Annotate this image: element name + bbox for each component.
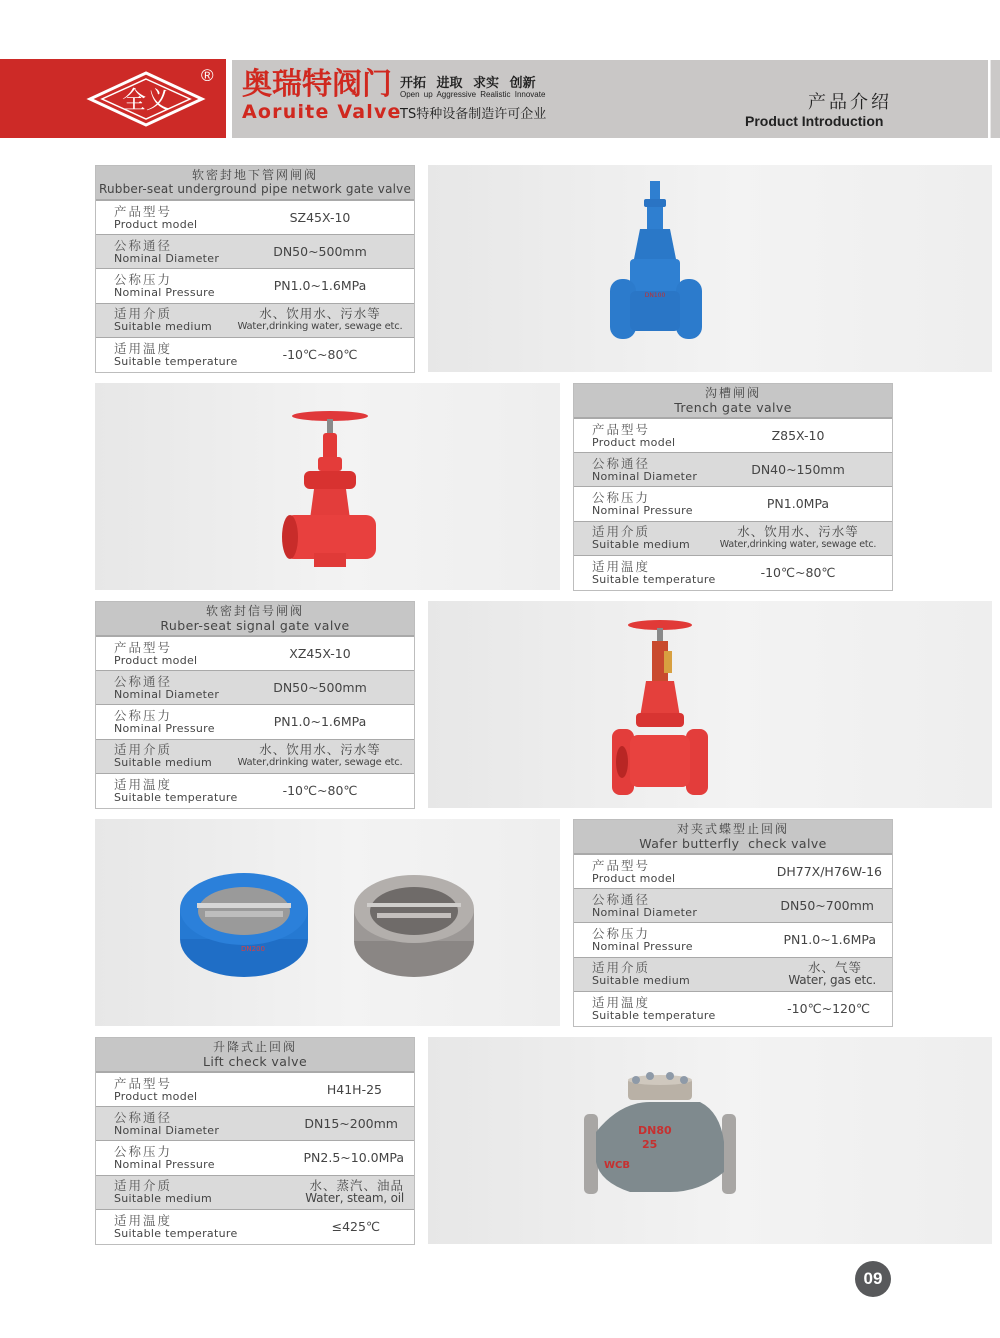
spec-row-temperature: 适用温度 Suitable temperature -10℃~80℃ xyxy=(114,340,358,368)
svg-text:DN100: DN100 xyxy=(644,292,666,299)
svg-text:DN80: DN80 xyxy=(638,1124,672,1137)
red-signal-gate-valve-icon xyxy=(610,617,710,797)
svg-text:全义: 全义 xyxy=(122,86,170,114)
page-number-badge: 09 xyxy=(855,1261,891,1297)
section-title-cn: 产品介绍 xyxy=(808,92,892,113)
product-image-lift-check-valve xyxy=(428,1037,992,1244)
license-text: TS特种设备制造许可企业 xyxy=(400,107,547,122)
spec-title: 对夹式蝶型止回阀 Wafer butterfly check valve xyxy=(574,820,892,855)
spec-row-diameter: 公称通径 Nominal Diameter DN15~200mm xyxy=(96,1107,414,1141)
slogan-en: Open up Aggressive Realistic Innovate xyxy=(400,90,546,99)
spec-row-model: 产品型号 Product model Z85X-10 xyxy=(574,419,892,453)
product-image-red-signal-gate-valve xyxy=(428,601,992,808)
spec-row-diameter: 公称通径 Nominal Diameter DN50~500mm xyxy=(96,235,414,269)
spec-title: 升降式止回阀 Lift check valve xyxy=(96,1038,414,1073)
spec-row-medium: 适用介质 Suitable medium 水、饮用水、污水等 Water,drinking water, sewage etc. xyxy=(574,522,892,556)
spec-row-pressure: 公称压力 Nominal Pressure PN1.0MPa xyxy=(574,487,892,521)
spec-row-diameter: 公称通径 Nominal Diameter DN40~150mm xyxy=(574,453,892,487)
lift-check-valve-icon xyxy=(580,1072,740,1222)
spec-title: 软密封地下管网闸阀 Rubber-seat underground pipe network gate valve xyxy=(96,166,414,201)
spec-row-medium: 适用介质 Suitable medium 水、气等 Water, gas etc. xyxy=(574,958,892,992)
blue-gate-valve-icon xyxy=(600,179,720,359)
header-edge-strip xyxy=(990,60,1000,138)
spec-row-diameter: 公称通径 Nominal Diameter DN50~700mm xyxy=(574,889,892,923)
spec-row-medium: 适用介质 Suitable medium 水、饮用水、污水等 Water,drinking water, sewage etc. xyxy=(96,304,414,338)
spec-row-temperature: 适用温度 Suitable temperature -10℃~80℃ xyxy=(592,558,836,586)
spec-row-pressure: 公称压力 Nominal Pressure PN1.0~1.6MPa xyxy=(574,923,892,957)
spec-row-temperature: 适用温度 Suitable temperature -10℃~120℃ xyxy=(592,994,870,1022)
spec-table-signal-gate-valve xyxy=(95,601,415,809)
spec-row-temperature: 适用温度 Suitable temperature -10℃~80℃ xyxy=(114,776,358,804)
steel-wafer-check-valve-icon xyxy=(349,869,479,979)
svg-text:DN200: DN200 xyxy=(241,945,265,953)
spec-table-trench-gate-valve xyxy=(573,383,893,591)
spec-table-underground-gate-valve xyxy=(95,165,415,373)
spec-row-model: 产品型号 Product model H41H-25 xyxy=(96,1073,414,1107)
spec-row-model: 产品型号 Product model SZ45X-10 xyxy=(96,201,414,235)
spec-row-model: 产品型号 Product model XZ45X-10 xyxy=(96,637,414,671)
spec-row-pressure: 公称压力 Nominal Pressure PN1.0~1.6MPa xyxy=(96,705,414,739)
spec-table-wafer-butterfly-check-valve xyxy=(573,819,893,1027)
svg-text:WCB: WCB xyxy=(604,1160,630,1171)
spec-row-medium: 适用介质 Suitable medium 水、饮用水、污水等 Water,drinking water, sewage etc. xyxy=(96,740,414,774)
spec-row-diameter: 公称通径 Nominal Diameter DN50~500mm xyxy=(96,671,414,705)
blue-wafer-check-valve-icon xyxy=(179,869,309,979)
spec-title: 软密封信号闸阀 Ruber-seat signal gate valve xyxy=(96,602,414,637)
spec-row-pressure: 公称压力 Nominal Pressure PN1.0~1.6MPa xyxy=(96,269,414,303)
registered-mark: ® xyxy=(201,66,214,85)
svg-text:25: 25 xyxy=(642,1138,658,1151)
spec-row-temperature: 适用温度 Suitable temperature ≤425℃ xyxy=(114,1212,380,1240)
section-title-en: Product Introduction xyxy=(745,113,884,129)
spec-row-pressure: 公称压力 Nominal Pressure PN2.5~10.0MPa xyxy=(96,1141,414,1175)
product-image-wafer-check-valves xyxy=(95,819,560,1026)
logo-block xyxy=(0,59,226,138)
spec-table-lift-check-valve xyxy=(95,1037,415,1245)
quanyi-logo-icon xyxy=(86,69,206,129)
slogan-cn: 开拓 进取 求实 创新 xyxy=(400,76,536,91)
red-grooved-gate-valve-icon xyxy=(280,407,380,577)
spec-row-medium: 适用介质 Suitable medium 水、蒸汽、油品 Water, steam, oil xyxy=(96,1176,414,1210)
brand-name-en: Aoruite Valve xyxy=(242,101,402,123)
brand-name-cn: 奥瑞特阀门 xyxy=(242,67,392,102)
spec-row-model: 产品型号 Product model DH77X/H76W-16 xyxy=(574,855,892,889)
product-image-blue-gate-valve xyxy=(428,165,992,372)
product-image-red-grooved-gate-valve xyxy=(95,383,560,590)
spec-title: 沟槽闸阀 Trench gate valve xyxy=(574,384,892,419)
